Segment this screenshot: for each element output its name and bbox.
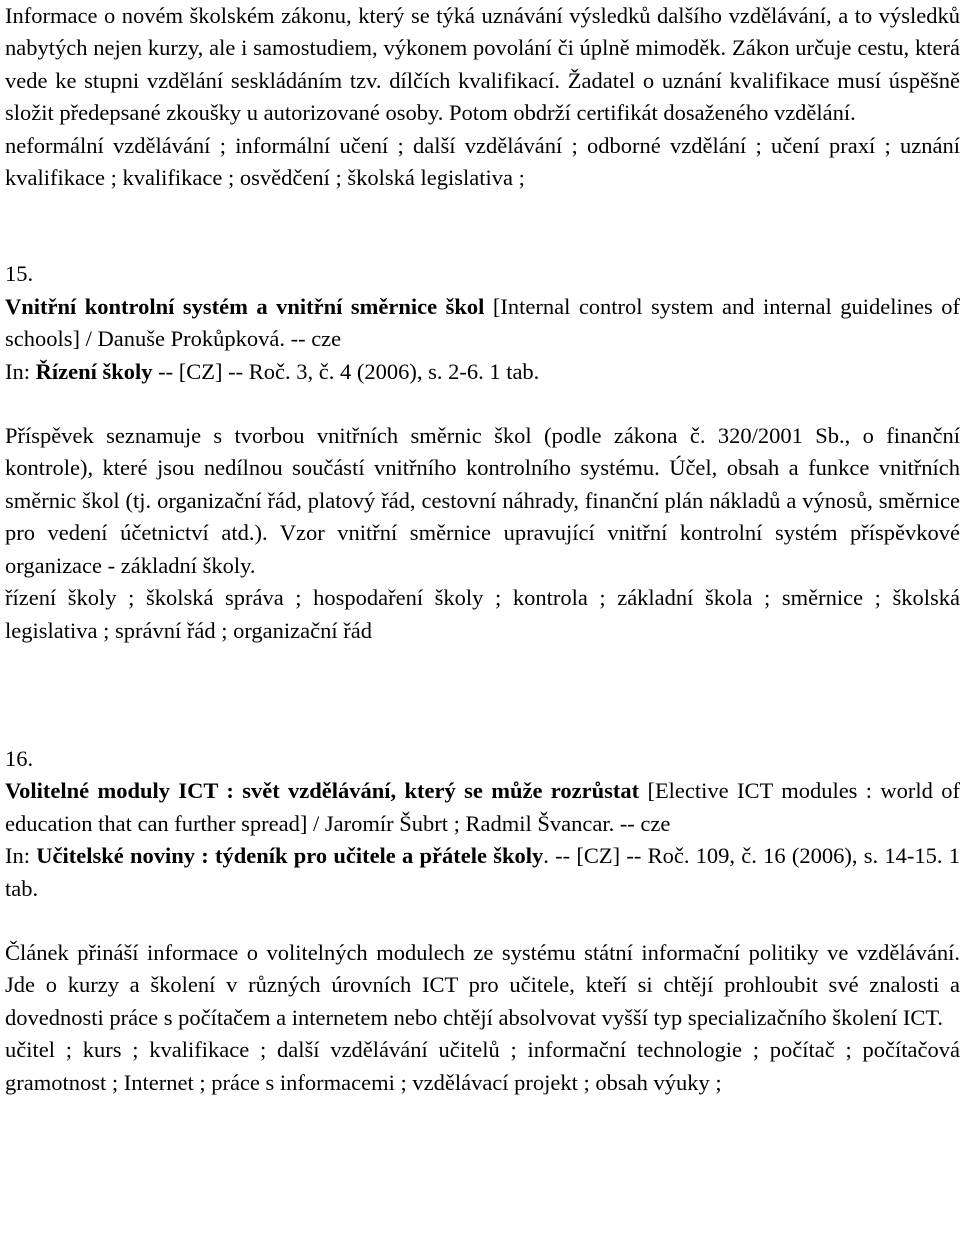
bibliographic-entry [5,743,960,1099]
entry-source-details: -- [CZ] -- Roč. 3, č. 4 (2006), s. 2-6. 1 tab. [152,358,540,384]
entry-translation: [Internal control system and internal guidelines of schools] / Danuše Prokůpková. -- cze [5,293,960,352]
entry-source-title: Učitelské noviny : týdeník pro učitele a přátele školy [36,843,544,869]
entry-keywords: řízení školy ; školská správa ; hospodaření školy ; kontrola ; základní škola ; směrnice ; školská legislativa ; správní řád ; organizační řád [5,585,960,643]
entry-keywords: učitel ; kurs ; kvalifikace ; další vzdělávání učitelů ; informační technologie ; počítač ; počítačová gramotnost ; Internet ; práce s informacemi ; vzdělávací projekt ; obsah výuky ; [5,1037,960,1095]
entry-title: Volitelné moduly ICT : svět vzdělávání, který se může rozrůstat [5,778,640,804]
entry-source [5,840,960,905]
entry-source-title: Řízení školy [35,358,153,384]
spacer [5,905,960,937]
entry-in-label: In: [5,358,36,384]
spacer [5,194,960,258]
entry-source [5,356,960,388]
bibliographic-entry [5,258,960,646]
intro-keywords: neformální vzdělávání ; informální učení ; další vzdělávání ; odborné vzdělání ; učení praxí ; uznání kvalifikace ; kvalifikace ; osvědčení ; školská legislativa ; [5,132,960,191]
spacer [5,647,960,743]
entry-source-details: . -- [CZ] -- Roč. 109, č. 16 (2006), s. 14-15. 1 tab. [5,843,960,901]
entry-abstract: Článek přináší informace o volitelných modulech ze systému státní informační politiky ve vzdělávání. Jde o kurzy a školení v různých úrovních ICT pro učitele, kteří si chtějí prohloubit své znalosti a dovednosti práce s počítačem a internetem nebo chtějí absolvovat vyšší typ specializačního školení ICT. [5,939,960,1030]
spacer [5,388,960,420]
entry-number: 15. [5,261,34,287]
entry-citation [5,291,960,356]
entry-translation: [Elective ICT modules : world of education that can further spread] / Jaromír Šubrt ; Radmil Švancar. -- cze [5,778,960,836]
document-page [5,0,960,1099]
entry-citation [5,775,960,840]
entry-in-label: In: [5,843,37,869]
entry-title: Vnitřní kontrolní systém a vnitřní směrnice škol [5,293,485,319]
entry-abstract: Příspěvek seznamuje s tvorbou vnitřních směrnic škol (podle zákona č. 320/2001 Sb., o finanční kontrole), které jsou nedílnou součástí vnitřního kontrolního systému. Účel, obsah a funkce vnitřních směrnic škol (tj. organizační řád, platový řád, cestovní náhrady, finanční plán nákladů a výnosů, směrnice pro vedení účetnictví atd.). Vzor vnitřní směrnice upravující vnitřní kontrolní systém příspěvkové organizace - základní školy. [5,423,960,578]
intro-abstract: Informace o novém školském zákonu, který se týká uznávání výsledků dalšího vzdělávání, a to výsledků nabytých nejen kurzy, ale i samostudiem, výkonem povolání či úplně mimoděk. Zákon určuje cestu, která vede ke stupni vzdělání seskládáním tzv. dílčích kvalifikací. Žadatel o uznání kvalifikace musí úspěšně složit předepsané zkoušky u autorizované osoby. Potom obdrží certifikát dosaženého vzdělání. [5,3,960,126]
entry-number: 16. [5,745,34,771]
